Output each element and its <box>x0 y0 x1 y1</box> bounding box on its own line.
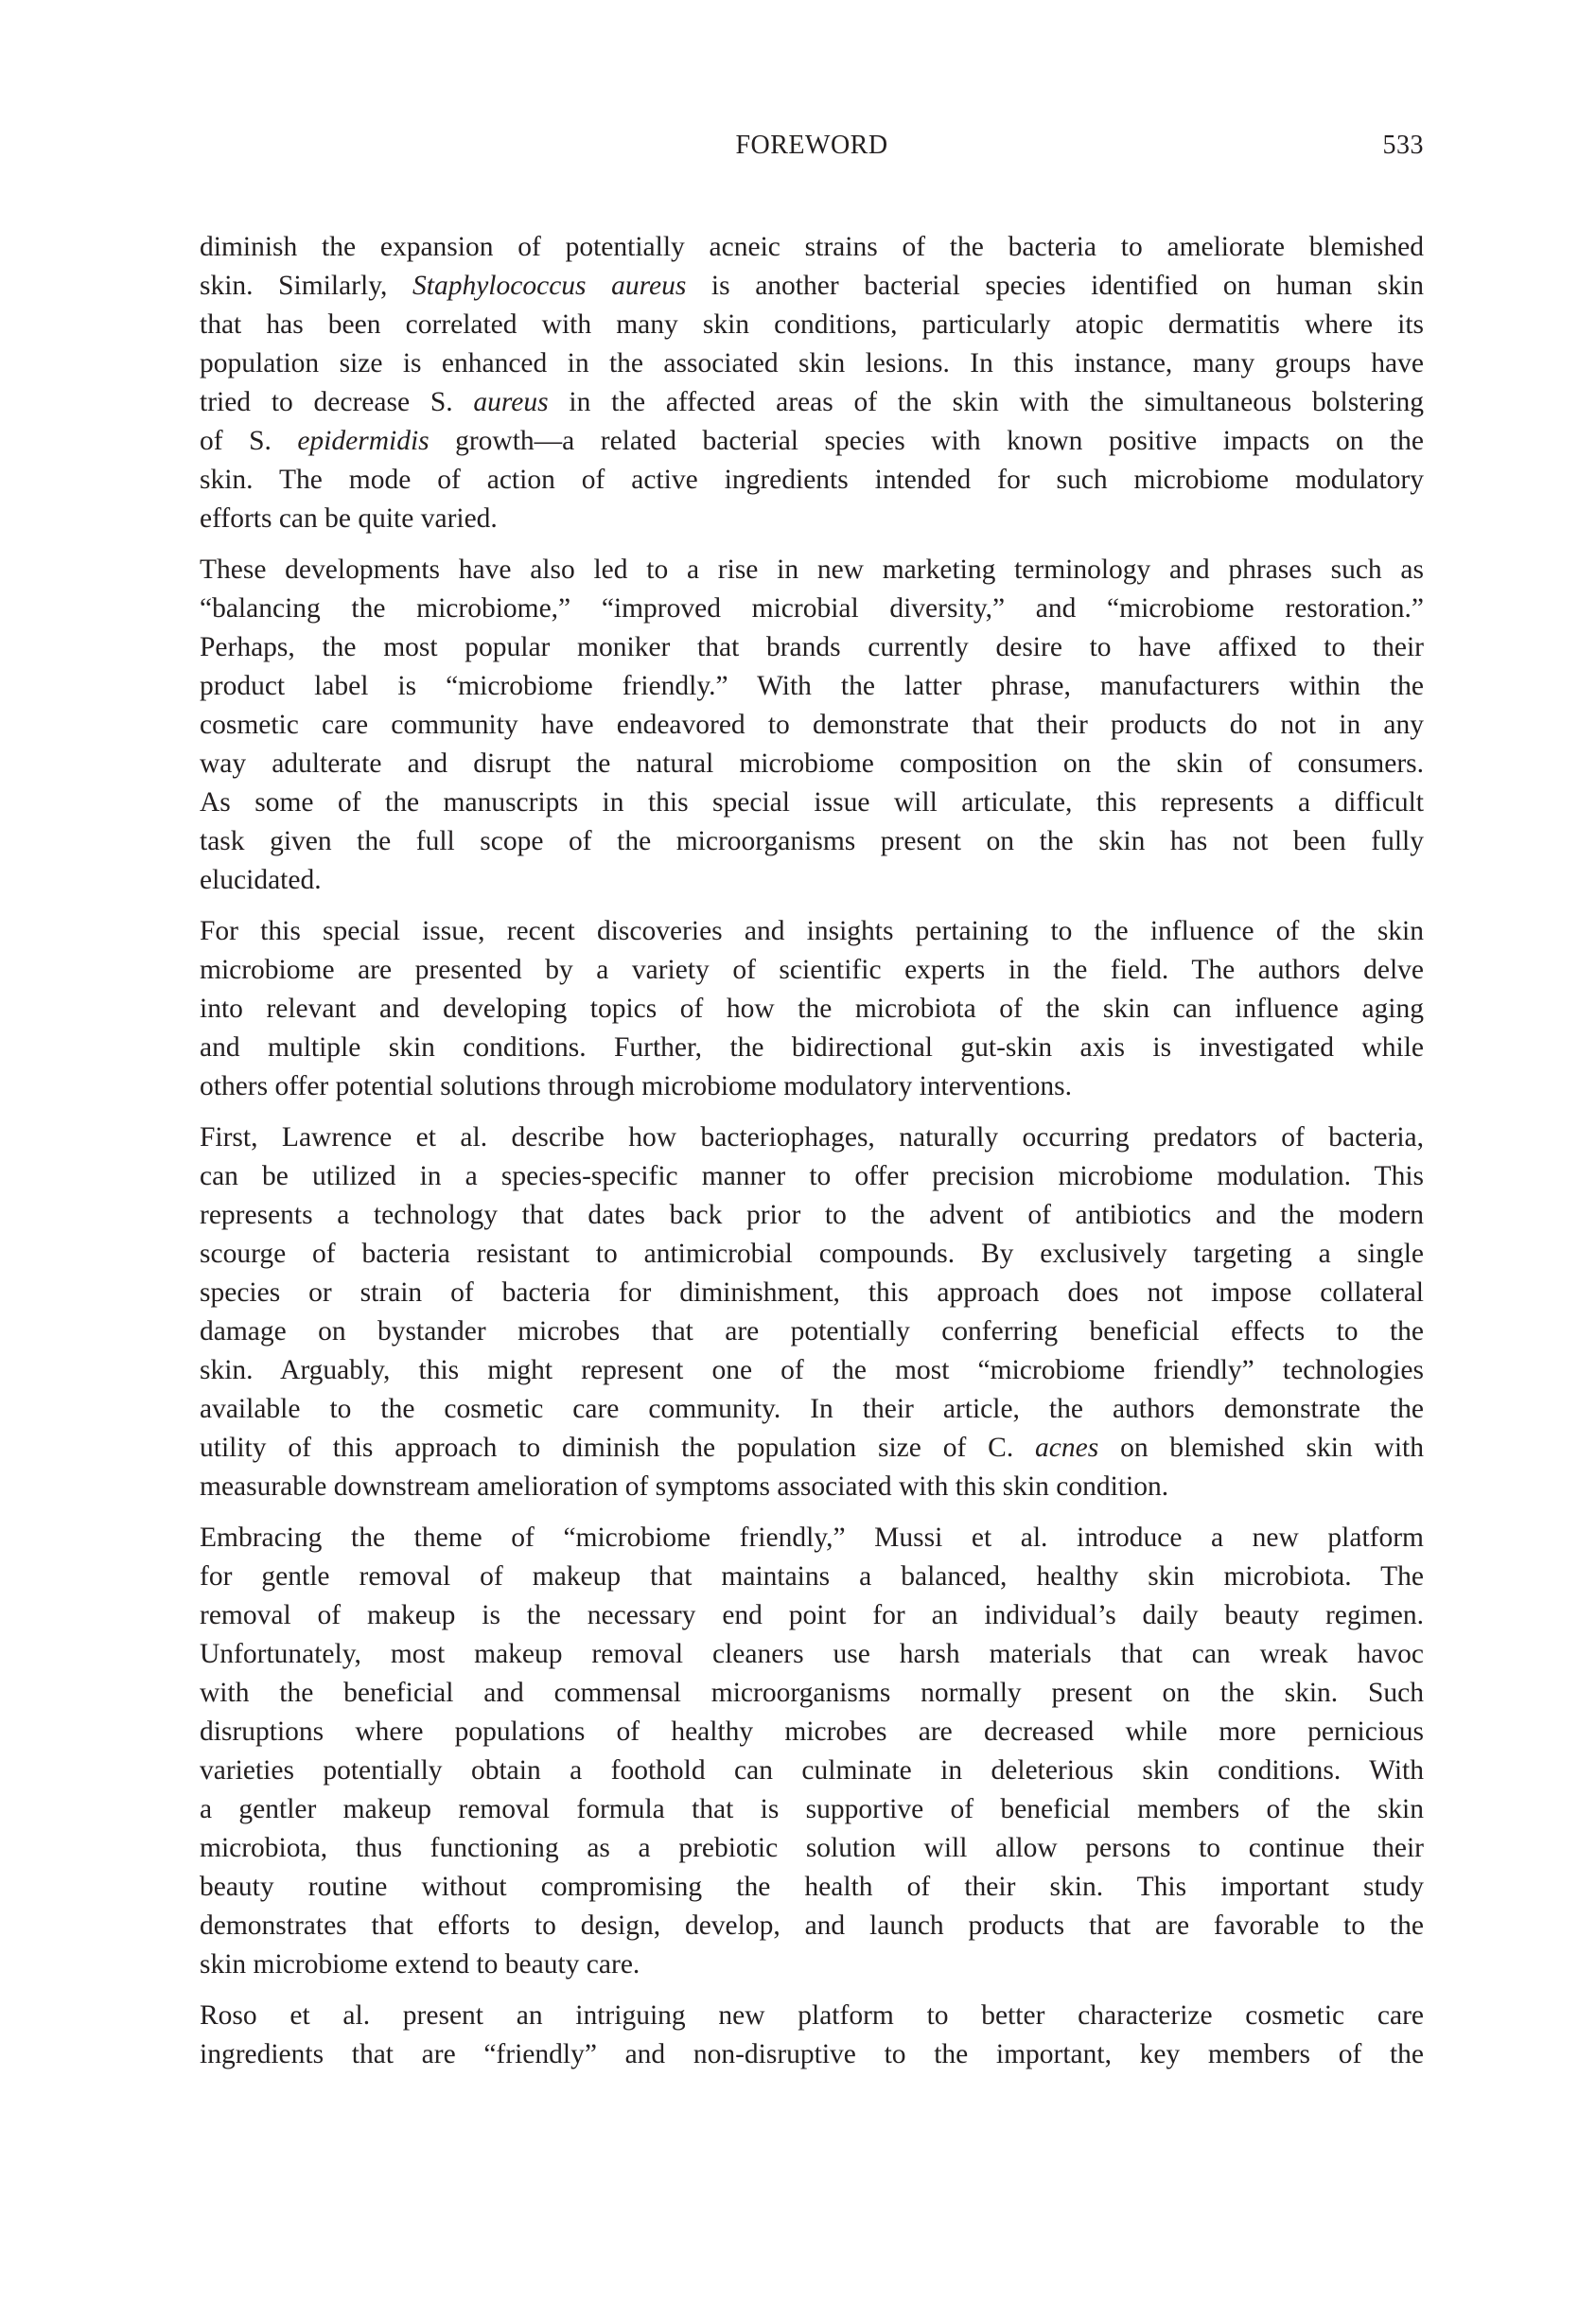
text-segment: way adulterate and disrupt the natural microbiome composition on the skin of consumers. <box>200 748 1424 779</box>
text-segment: can be utilized in a species-specific manner to offer precision microbiome modulation. This <box>200 1161 1424 1191</box>
paragraph <box>200 228 1424 538</box>
paragraph <box>200 551 1424 900</box>
text-line <box>200 628 1424 667</box>
text-segment: Unfortunately, most makeup removal cleaners use harsh materials that can wreak havoc <box>200 1639 1424 1669</box>
text-line <box>200 551 1424 590</box>
text-line <box>200 2035 1424 2074</box>
text-line <box>200 422 1424 461</box>
text-line <box>200 344 1424 383</box>
text-segment: Embracing the theme of “microbiome friendly,” Mussi et al. introduce a new platform <box>200 1523 1424 1553</box>
text-line <box>200 912 1424 951</box>
text-segment: with the beneficial and commensal microorganisms normally present on the skin. Such <box>200 1678 1424 1708</box>
text-segment: skin. Arguably, this might represent one of the most “microbiome friendly” technologies <box>200 1355 1424 1385</box>
text-segment: efforts can be quite varied. <box>200 503 498 534</box>
italic-species-name: Staphylococcus aureus <box>412 271 687 301</box>
text-segment: “balancing the microbiome,” “improved microbial diversity,” and “microbiome restoration.” <box>200 593 1424 624</box>
text-segment: that has been correlated with many skin conditions, particularly atopic dermatitis where its <box>200 309 1424 340</box>
text-line <box>200 1118 1424 1157</box>
text-line <box>200 783 1424 822</box>
text-line <box>200 590 1424 628</box>
text-line <box>200 1274 1424 1312</box>
text-segment: for gentle removal of makeup that maintains a balanced, healthy skin microbiota. The <box>200 1561 1424 1592</box>
text-line <box>200 1067 1424 1106</box>
text-line <box>200 951 1424 990</box>
text-segment: diminish the expansion of potentially acneic strains of the bacteria to ameliorate blemished <box>200 232 1424 262</box>
italic-species-name: epidermidis <box>297 426 430 456</box>
text-line <box>200 1196 1424 1235</box>
text-segment: utility of this approach to diminish the population size of <box>200 1433 989 1463</box>
text-segment: damage on bystander microbes that are potentially conferring beneficial effects to the <box>200 1316 1424 1347</box>
text-line <box>200 1157 1424 1196</box>
text-segment: These developments have also led to a rise in new marketing terminology and phrases such as <box>200 554 1424 585</box>
text-line <box>200 500 1424 538</box>
text-segment: of <box>200 426 250 456</box>
text-line <box>200 1351 1424 1390</box>
text-segment: growth—a related bacterial species with known positive impacts on the <box>429 426 1424 456</box>
text-segment: First, Lawrence et al. describe how bacteriophages, naturally occurring predators of bacteria, <box>200 1122 1424 1153</box>
paragraph <box>200 1997 1424 2074</box>
text-line <box>200 1945 1424 1984</box>
text-line <box>200 1713 1424 1752</box>
text-segment: Roso et al. present an intriguing new platform to better characterize cosmetic care <box>200 2000 1424 2031</box>
text-segment: is another bacterial species identified on human skin <box>686 271 1424 301</box>
text-segment: population size is enhanced in the associated skin lesions. In this instance, many groups have <box>200 348 1424 378</box>
text-line <box>200 1907 1424 1945</box>
text-segment: in the affected areas of the skin with the simultaneous bolstering <box>548 387 1424 417</box>
text-segment: varieties potentially obtain a foothold can culminate in deleterious skin conditions. With <box>200 1755 1424 1786</box>
text-line <box>200 1868 1424 1907</box>
text-segment: task given the full scope of the microorganisms present on the skin has not been fully <box>200 826 1424 856</box>
paragraph <box>200 1519 1424 1984</box>
text-line <box>200 228 1424 267</box>
text-line <box>200 990 1424 1029</box>
text-segment: product label is “microbiome friendly.” With the latter phrase, manufacturers within the <box>200 671 1424 701</box>
text-segment: measurable downstream amelioration of symptoms associated with this skin condition. <box>200 1471 1169 1502</box>
text-segment: on blemished skin with <box>1098 1433 1424 1463</box>
text-segment: S. <box>249 426 298 456</box>
text-line <box>200 1235 1424 1274</box>
text-segment: For this special issue, recent discoveries and insights pertaining to the influence of the skin <box>200 916 1424 946</box>
text-line <box>200 461 1424 500</box>
text-segment: elucidated. <box>200 865 322 895</box>
text-line <box>200 1752 1424 1790</box>
text-segment: C. <box>988 1433 1036 1463</box>
text-segment: skin. Similarly, <box>200 271 413 301</box>
paragraph <box>200 912 1424 1106</box>
italic-species-name: acnes <box>1035 1433 1099 1463</box>
text-line <box>200 1558 1424 1596</box>
text-segment: removal of makeup is the necessary end point for an individual’s daily beauty regimen. <box>200 1600 1424 1630</box>
text-segment: skin. The mode of action of active ingredients intended for such microbiome modulatory <box>200 465 1424 495</box>
text-segment: available to the cosmetic care community. In their article, the authors demonstrate the <box>200 1394 1424 1424</box>
text-line <box>200 745 1424 783</box>
text-line <box>200 861 1424 900</box>
text-line <box>200 706 1424 745</box>
text-line <box>200 667 1424 706</box>
paragraph <box>200 1118 1424 1506</box>
italic-species-name: aureus <box>473 387 549 417</box>
text-line <box>200 1790 1424 1829</box>
text-line <box>200 267 1424 306</box>
text-segment: microbiota, thus functioning as a prebiotic solution will allow persons to continue their <box>200 1833 1424 1863</box>
text-line <box>200 822 1424 861</box>
text-segment: Perhaps, the most popular moniker that brands currently desire to have affixed to their <box>200 632 1424 662</box>
text-segment: skin microbiome extend to beauty care. <box>200 1949 640 1980</box>
text-line <box>200 1029 1424 1067</box>
page-number: 533 <box>1382 131 1424 160</box>
text-line <box>200 1635 1424 1674</box>
text-line <box>200 1997 1424 2035</box>
running-head-title: FOREWORD <box>735 131 888 160</box>
running-head <box>200 131 1424 168</box>
text-segment: into relevant and developing topics of how the microbiota of the skin can influence aging <box>200 994 1424 1024</box>
text-line <box>200 1829 1424 1868</box>
text-segment: scourge of bacteria resistant to antimicrobial compounds. By exclusively targeting a single <box>200 1239 1424 1269</box>
text-segment: disruptions where populations of healthy microbes are decreased while more pernicious <box>200 1716 1424 1747</box>
body-text <box>200 228 1424 2086</box>
text-line <box>200 1674 1424 1713</box>
text-segment: ingredients that are “friendly” and non-disruptive to the important, key members of the <box>200 2039 1424 2069</box>
text-segment: and multiple skin conditions. Further, the bidirectional gut-skin axis is investigated while <box>200 1032 1424 1063</box>
text-segment: others offer potential solutions through microbiome modulatory interventions. <box>200 1071 1072 1101</box>
text-line <box>200 1596 1424 1635</box>
text-segment: species or strain of bacteria for diminishment, this approach does not impose collateral <box>200 1277 1424 1308</box>
text-line <box>200 1519 1424 1558</box>
text-segment: cosmetic care community have endeavored to demonstrate that their products do not in any <box>200 710 1424 740</box>
text-segment: beauty routine without compromising the health of their skin. This important study <box>200 1872 1424 1902</box>
text-segment: S. <box>430 387 474 417</box>
text-segment: a gentler makeup removal formula that is supportive of beneficial members of the skin <box>200 1794 1424 1824</box>
text-segment: tried to decrease <box>200 387 430 417</box>
text-line <box>200 1390 1424 1429</box>
text-line <box>200 1468 1424 1506</box>
text-line <box>200 1312 1424 1351</box>
text-segment: represents a technology that dates back prior to the advent of antibiotics and the modern <box>200 1200 1424 1230</box>
text-segment: As some of the manuscripts in this special issue will articulate, this represents a difficult <box>200 787 1424 818</box>
text-segment: microbiome are presented by a variety of scientific experts in the field. The authors delve <box>200 955 1424 985</box>
text-line <box>200 1429 1424 1468</box>
text-line <box>200 306 1424 344</box>
text-segment: demonstrates that efforts to design, develop, and launch products that are favorable to the <box>200 1910 1424 1941</box>
text-line <box>200 383 1424 422</box>
